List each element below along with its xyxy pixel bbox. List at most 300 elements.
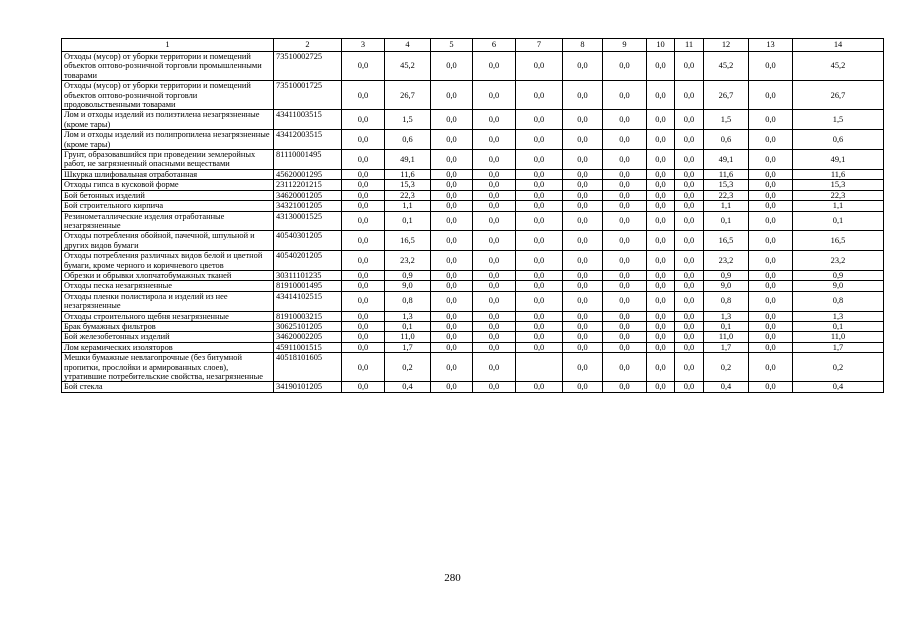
value-cell: 0,0 (647, 150, 675, 170)
fkko-code-cell: 34620001205 (274, 190, 342, 200)
value-cell: 0,0 (749, 231, 793, 251)
value-cell: 0,0 (342, 321, 385, 331)
fkko-code-cell: 73510002725 (274, 52, 342, 81)
value-cell: 0,0 (647, 321, 675, 331)
column-header-7: 7 (516, 39, 563, 52)
waste-name-cell: Лом и отходы изделий из полиэтилена незагрязненные (кроме тары) (62, 110, 274, 130)
column-header-13: 13 (749, 39, 793, 52)
table-row (62, 110, 884, 130)
value-cell: 0,0 (749, 52, 793, 81)
value-cell: 0,0 (431, 281, 473, 291)
value-cell: 0,0 (603, 190, 647, 200)
value-cell: 0,0 (342, 130, 385, 150)
value-cell: 11,6 (704, 169, 749, 179)
value-cell: 1,7 (385, 342, 431, 352)
table-row (62, 291, 884, 311)
value-cell: 0,0 (675, 150, 704, 170)
value-cell: 0,0 (516, 190, 563, 200)
value-cell: 26,7 (704, 81, 749, 110)
value-cell: 0,0 (675, 342, 704, 352)
value-cell: 0,0 (431, 251, 473, 271)
column-header-3: 3 (342, 39, 385, 52)
column-header-5: 5 (431, 39, 473, 52)
value-cell: 0,0 (473, 251, 516, 271)
value-cell: 0,0 (675, 81, 704, 110)
value-cell: 1,3 (385, 311, 431, 321)
value-cell: 0,2 (385, 353, 431, 382)
value-cell: 0,0 (473, 130, 516, 150)
value-cell: 0,0 (473, 190, 516, 200)
table-row (62, 251, 884, 271)
value-cell: 0,0 (516, 150, 563, 170)
value-cell: 0,0 (431, 52, 473, 81)
value-cell (516, 353, 563, 382)
value-cell: 0,0 (473, 311, 516, 321)
value-cell: 0,0 (473, 291, 516, 311)
fkko-code-cell: 43130001525 (274, 211, 342, 231)
value-cell: 49,1 (704, 150, 749, 170)
value-cell: 0,9 (793, 270, 884, 280)
value-cell: 0,0 (563, 342, 603, 352)
value-cell: 0,0 (342, 81, 385, 110)
value-cell: 45,2 (704, 52, 749, 81)
value-cell: 0,0 (473, 150, 516, 170)
waste-name-cell: Отходы песка незагрязненные (62, 281, 274, 291)
value-cell: 0,0 (675, 110, 704, 130)
table-row (62, 342, 884, 352)
waste-name-cell: Бой строительного кирпича (62, 201, 274, 211)
value-cell: 0,2 (793, 353, 884, 382)
value-cell: 0,0 (647, 311, 675, 321)
column-header-11: 11 (675, 39, 704, 52)
value-cell: 0,0 (431, 211, 473, 231)
value-cell: 0,0 (563, 110, 603, 130)
value-cell: 0,0 (603, 130, 647, 150)
value-cell: 0,0 (647, 180, 675, 190)
value-cell: 0,0 (749, 190, 793, 200)
waste-name-cell: Лом и отходы изделий из полипропилена незагрязненные (кроме тары) (62, 130, 274, 150)
value-cell: 0,0 (647, 52, 675, 81)
value-cell: 0,0 (749, 353, 793, 382)
waste-name-cell: Лом керамических изоляторов (62, 342, 274, 352)
column-header-12: 12 (704, 39, 749, 52)
value-cell: 0,0 (342, 382, 385, 392)
value-cell: 1,5 (704, 110, 749, 130)
value-cell: 1,1 (385, 201, 431, 211)
table-row (62, 332, 884, 342)
value-cell: 22,3 (385, 190, 431, 200)
value-cell: 0,0 (431, 382, 473, 392)
value-cell: 0,0 (342, 251, 385, 271)
waste-name-cell: Бой бетонных изделий (62, 190, 274, 200)
table-row (62, 201, 884, 211)
value-cell: 0,0 (603, 180, 647, 190)
value-cell: 0,0 (473, 332, 516, 342)
value-cell: 49,1 (793, 150, 884, 170)
value-cell: 0,0 (431, 190, 473, 200)
column-header-4: 4 (385, 39, 431, 52)
value-cell: 0,0 (342, 110, 385, 130)
value-cell: 0,0 (603, 52, 647, 81)
value-cell: 0,0 (431, 342, 473, 352)
value-cell: 15,3 (385, 180, 431, 190)
value-cell: 0,0 (675, 201, 704, 211)
value-cell: 1,1 (793, 201, 884, 211)
value-cell: 11,0 (704, 332, 749, 342)
value-cell: 1,7 (704, 342, 749, 352)
value-cell: 0,0 (342, 291, 385, 311)
value-cell: 45,2 (793, 52, 884, 81)
value-cell: 0,0 (749, 180, 793, 190)
value-cell: 0,0 (473, 201, 516, 211)
value-cell: 0,0 (342, 52, 385, 81)
value-cell: 0,0 (473, 342, 516, 352)
value-cell: 0,0 (749, 342, 793, 352)
value-cell: 0,9 (385, 270, 431, 280)
waste-name-cell: Мешки бумажные невлагопрочные (без битумной пропитки, прослойки и армированных слоев), утратившие потребительские свойства, незагрязненные (62, 353, 274, 382)
value-cell: 9,0 (385, 281, 431, 291)
waste-name-cell: Обрезки и обрывки хлопчатобумажных тканей (62, 270, 274, 280)
value-cell: 0,0 (675, 180, 704, 190)
value-cell: 15,3 (793, 180, 884, 190)
value-cell: 0,0 (647, 211, 675, 231)
fkko-code-cell: 40518101605 (274, 353, 342, 382)
waste-name-cell: Резинометаллические изделия отработанные незагрязненные (62, 211, 274, 231)
value-cell: 0,0 (342, 332, 385, 342)
value-cell: 0,0 (603, 201, 647, 211)
value-cell: 0,0 (473, 321, 516, 331)
value-cell: 15,3 (704, 180, 749, 190)
fkko-code-cell: 30311101235 (274, 270, 342, 280)
value-cell: 0,0 (749, 332, 793, 342)
value-cell: 0,6 (793, 130, 884, 150)
value-cell: 0,0 (516, 110, 563, 130)
value-cell: 0,0 (516, 321, 563, 331)
value-cell: 0,6 (385, 130, 431, 150)
value-cell: 0,0 (431, 110, 473, 130)
value-cell: 0,0 (749, 150, 793, 170)
value-cell: 0,0 (563, 353, 603, 382)
value-cell: 1,5 (385, 110, 431, 130)
waste-name-cell: Отходы гипса в кусковой форме (62, 180, 274, 190)
fkko-code-cell: 23112201215 (274, 180, 342, 190)
value-cell: 0,0 (516, 251, 563, 271)
value-cell: 0,0 (516, 291, 563, 311)
value-cell: 0,0 (473, 382, 516, 392)
value-cell: 0,0 (431, 180, 473, 190)
value-cell: 11,0 (385, 332, 431, 342)
value-cell: 0,0 (516, 382, 563, 392)
value-cell: 0,0 (647, 281, 675, 291)
value-cell: 1,3 (793, 311, 884, 321)
value-cell: 0,0 (675, 332, 704, 342)
value-cell: 49,1 (385, 150, 431, 170)
value-cell: 0,0 (749, 81, 793, 110)
fkko-code-cell: 45911001515 (274, 342, 342, 352)
value-cell: 0,0 (603, 353, 647, 382)
value-cell: 11,6 (793, 169, 884, 179)
value-cell: 0,0 (647, 110, 675, 130)
value-cell: 0,0 (675, 190, 704, 200)
value-cell: 0,0 (473, 281, 516, 291)
value-cell: 0,8 (704, 291, 749, 311)
value-cell: 0,0 (749, 311, 793, 321)
value-cell: 0,0 (749, 251, 793, 271)
value-cell: 16,5 (385, 231, 431, 251)
value-cell: 0,0 (563, 81, 603, 110)
waste-name-cell: Отходы потребления обойной, пачечной, шпульной и других видов бумаги (62, 231, 274, 251)
value-cell: 0,0 (431, 311, 473, 321)
page-number: 280 (444, 572, 461, 584)
waste-name-cell: Отходы (мусор) от уборки территории и помещений объектов оптово-розничной торговли продовольственными товарами (62, 81, 274, 110)
value-cell: 0,0 (647, 81, 675, 110)
value-cell: 0,0 (563, 211, 603, 231)
value-cell: 0,0 (563, 201, 603, 211)
value-cell: 0,0 (431, 332, 473, 342)
value-cell: 0,0 (603, 342, 647, 352)
value-cell: 0,8 (793, 291, 884, 311)
value-cell: 0,0 (516, 281, 563, 291)
value-cell: 0,0 (647, 342, 675, 352)
table-row (62, 281, 884, 291)
value-cell: 23,2 (793, 251, 884, 271)
value-cell: 0,0 (516, 311, 563, 321)
value-cell: 0,0 (563, 321, 603, 331)
fkko-code-cell: 43412003515 (274, 130, 342, 150)
fkko-code-cell: 45620001295 (274, 169, 342, 179)
value-cell: 0,0 (749, 270, 793, 280)
value-cell: 0,0 (342, 169, 385, 179)
fkko-code-cell: 81910003215 (274, 311, 342, 321)
table-row (62, 180, 884, 190)
value-cell: 0,0 (675, 211, 704, 231)
value-cell: 0,0 (431, 150, 473, 170)
value-cell: 0,0 (473, 211, 516, 231)
value-cell: 0,0 (647, 382, 675, 392)
value-cell: 0,0 (603, 321, 647, 331)
fkko-code-cell: 40540201205 (274, 251, 342, 271)
value-cell: 0,0 (603, 81, 647, 110)
value-cell: 0,0 (473, 231, 516, 251)
value-cell: 22,3 (704, 190, 749, 200)
value-cell: 45,2 (385, 52, 431, 81)
value-cell: 0,0 (431, 231, 473, 251)
value-cell: 0,0 (563, 311, 603, 321)
value-cell: 0,0 (342, 211, 385, 231)
column-header-8: 8 (563, 39, 603, 52)
value-cell: 0,0 (563, 382, 603, 392)
value-cell: 0,0 (342, 342, 385, 352)
waste-name-cell: Брак бумажных фильтров (62, 321, 274, 331)
table-row (62, 231, 884, 251)
value-cell: 0,0 (603, 169, 647, 179)
value-cell: 0,0 (675, 270, 704, 280)
value-cell: 0,0 (342, 150, 385, 170)
value-cell: 16,5 (704, 231, 749, 251)
value-cell: 0,0 (603, 231, 647, 251)
value-cell: 0,0 (647, 291, 675, 311)
column-header-14: 14 (793, 39, 884, 52)
value-cell: 0,0 (647, 251, 675, 271)
waste-name-cell: Отходы строительного щебня незагрязненные (62, 311, 274, 321)
waste-name-cell: Отходы пленки полистирола и изделий из нее незагрязненные (62, 291, 274, 311)
value-cell: 0,4 (793, 382, 884, 392)
table-row (62, 169, 884, 179)
column-header-10: 10 (647, 39, 675, 52)
value-cell: 0,0 (603, 211, 647, 231)
value-cell: 0,0 (647, 353, 675, 382)
value-cell: 1,7 (793, 342, 884, 352)
value-cell: 0,0 (516, 231, 563, 251)
value-cell: 26,7 (793, 81, 884, 110)
value-cell: 0,0 (749, 201, 793, 211)
value-cell: 0,0 (342, 231, 385, 251)
value-cell: 0,0 (342, 270, 385, 280)
waste-name-cell: Бой стекла (62, 382, 274, 392)
value-cell: 0,0 (749, 291, 793, 311)
value-cell: 0,0 (516, 81, 563, 110)
value-cell: 0,0 (563, 291, 603, 311)
value-cell: 0,0 (473, 52, 516, 81)
value-cell: 0,2 (704, 353, 749, 382)
value-cell: 0,0 (603, 110, 647, 130)
value-cell: 0,0 (647, 270, 675, 280)
value-cell: 0,0 (473, 353, 516, 382)
value-cell: 0,0 (749, 321, 793, 331)
value-cell: 26,7 (385, 81, 431, 110)
value-cell: 0,0 (603, 251, 647, 271)
value-cell: 0,1 (704, 211, 749, 231)
value-cell: 0,0 (516, 130, 563, 150)
value-cell: 23,2 (704, 251, 749, 271)
value-cell: 16,5 (793, 231, 884, 251)
column-header-1: 1 (62, 39, 274, 52)
table-row (62, 130, 884, 150)
value-cell: 0,0 (603, 270, 647, 280)
table-row (62, 52, 884, 81)
value-cell: 0,0 (342, 281, 385, 291)
value-cell: 0,0 (603, 382, 647, 392)
column-number-row (62, 39, 884, 52)
waste-name-cell: Бой железобетонных изделий (62, 332, 274, 342)
table-row (62, 353, 884, 382)
value-cell: 0,4 (704, 382, 749, 392)
fkko-code-cell: 81110001495 (274, 150, 342, 170)
value-cell: 0,0 (675, 321, 704, 331)
column-header-9: 9 (603, 39, 647, 52)
value-cell: 0,0 (675, 231, 704, 251)
value-cell: 1,3 (704, 311, 749, 321)
value-cell: 0,0 (563, 150, 603, 170)
fkko-code-cell: 43411003515 (274, 110, 342, 130)
table-row (62, 311, 884, 321)
waste-table (61, 38, 884, 393)
value-cell: 0,0 (563, 180, 603, 190)
value-cell: 0,0 (675, 130, 704, 150)
value-cell: 0,0 (749, 169, 793, 179)
fkko-code-cell: 34321001205 (274, 201, 342, 211)
value-cell: 0,1 (385, 321, 431, 331)
value-cell: 23,2 (385, 251, 431, 271)
waste-name-cell: Отходы (мусор) от уборки территории и помещений объектов оптово-розничной торговли промышленными товарами (62, 52, 274, 81)
fkko-code-cell: 81910001495 (274, 281, 342, 291)
value-cell: 0,1 (385, 211, 431, 231)
value-cell: 0,0 (516, 169, 563, 179)
value-cell: 0,0 (603, 150, 647, 170)
value-cell: 0,0 (563, 190, 603, 200)
table-row (62, 190, 884, 200)
value-cell: 0,0 (647, 190, 675, 200)
value-cell: 0,4 (385, 382, 431, 392)
waste-name-cell: Шкурка шлифовальная отработанная (62, 169, 274, 179)
value-cell: 0,0 (431, 291, 473, 311)
waste-name-cell: Грунт, образовавшийся при проведении землеройных работ, не загрязненный опасными веществами (62, 150, 274, 170)
table-row (62, 211, 884, 231)
table-row (62, 150, 884, 170)
value-cell: 0,1 (793, 321, 884, 331)
value-cell: 0,0 (675, 291, 704, 311)
value-cell: 0,0 (431, 130, 473, 150)
value-cell: 0,0 (647, 201, 675, 211)
table-body (62, 39, 884, 393)
value-cell: 0,0 (675, 52, 704, 81)
value-cell: 0,0 (516, 342, 563, 352)
value-cell: 0,0 (431, 201, 473, 211)
value-cell: 0,0 (675, 353, 704, 382)
value-cell: 0,0 (431, 169, 473, 179)
value-cell: 0,0 (647, 169, 675, 179)
waste-name-cell: Отходы потребления различных видов белой и цветной бумаги, кроме черного и коричневого цветов (62, 251, 274, 271)
value-cell: 0,0 (563, 281, 603, 291)
value-cell: 0,0 (516, 180, 563, 190)
value-cell: 0,0 (603, 332, 647, 342)
value-cell: 0,0 (675, 382, 704, 392)
value-cell: 22,3 (793, 190, 884, 200)
value-cell: 0,0 (342, 353, 385, 382)
value-cell: 0,0 (749, 382, 793, 392)
table-row (62, 321, 884, 331)
value-cell: 0,0 (473, 110, 516, 130)
value-cell: 0,0 (749, 281, 793, 291)
value-cell: 0,0 (431, 270, 473, 280)
table-row (62, 270, 884, 280)
value-cell: 0,0 (473, 180, 516, 190)
value-cell: 0,0 (603, 291, 647, 311)
fkko-code-cell: 40540301205 (274, 231, 342, 251)
value-cell: 0,0 (563, 332, 603, 342)
value-cell: 0,0 (603, 311, 647, 321)
value-cell: 0,0 (342, 311, 385, 321)
value-cell: 9,0 (793, 281, 884, 291)
value-cell: 0,0 (563, 270, 603, 280)
value-cell: 0,0 (342, 180, 385, 190)
fkko-code-cell: 73510001725 (274, 81, 342, 110)
value-cell: 0,0 (647, 332, 675, 342)
value-cell: 0,0 (675, 251, 704, 271)
value-cell: 0,0 (431, 321, 473, 331)
value-cell: 0,0 (473, 81, 516, 110)
value-cell: 1,5 (793, 110, 884, 130)
value-cell: 0,0 (516, 201, 563, 211)
value-cell: 11,0 (793, 332, 884, 342)
value-cell: 0,0 (749, 110, 793, 130)
value-cell: 0,6 (704, 130, 749, 150)
value-cell: 0,0 (431, 81, 473, 110)
table-row (62, 81, 884, 110)
column-header-6: 6 (473, 39, 516, 52)
value-cell: 9,0 (704, 281, 749, 291)
value-cell: 0,1 (793, 211, 884, 231)
